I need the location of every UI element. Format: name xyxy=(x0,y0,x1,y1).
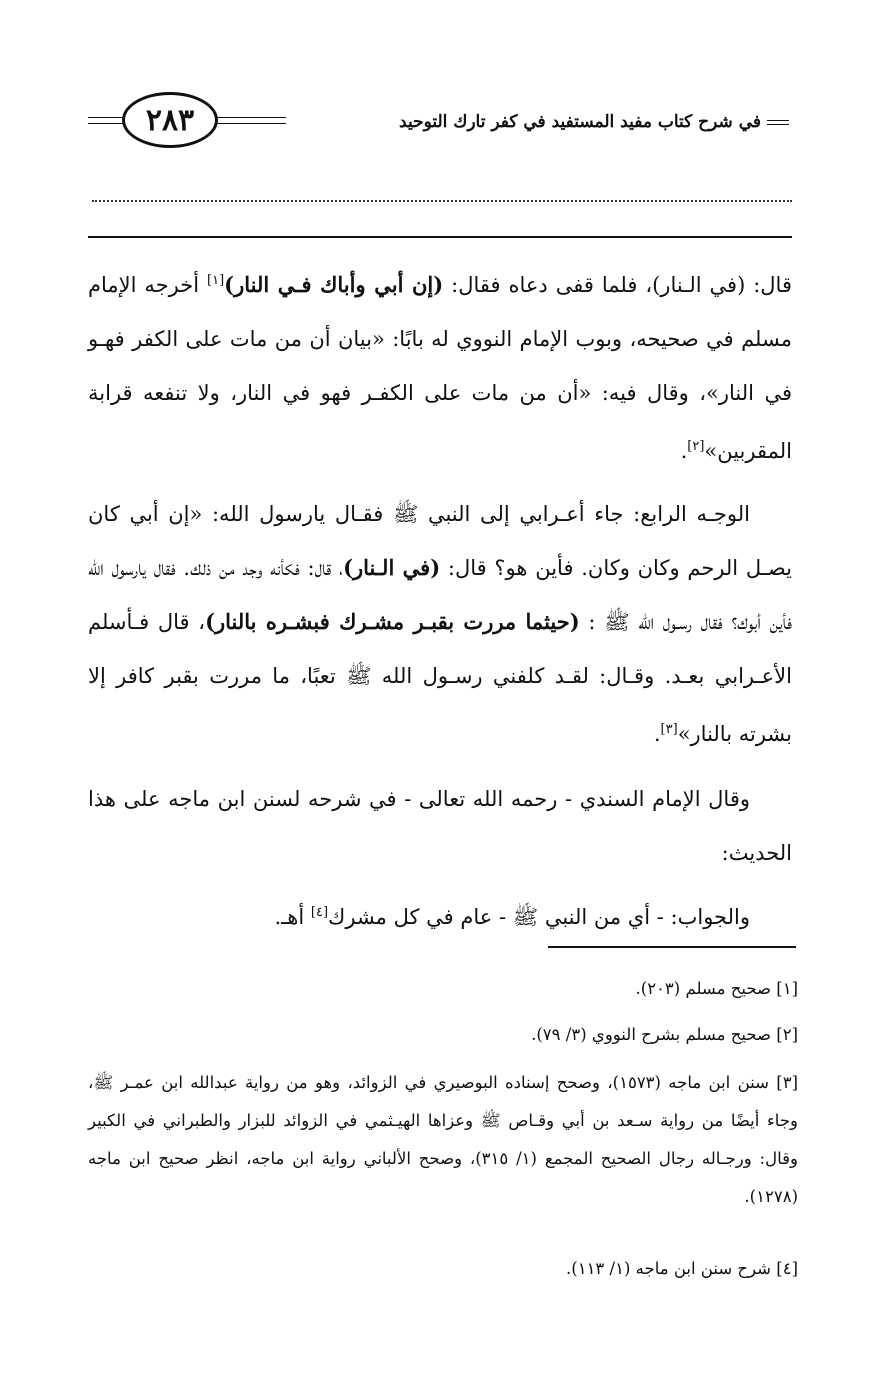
p4-text-1: والجواب: - أي من النبي ﷺ - عام في كل مشرك xyxy=(328,905,750,929)
p2-text-2: ، قال: فكأنه وجد من ذلك. فقال يارسول الله فأين أبوك؟ فقال رسـول الله ﷺ : xyxy=(88,556,793,634)
p2-text-4: . xyxy=(653,722,661,746)
header-rule-right xyxy=(208,117,286,124)
p1-hadith-quote: (إن أبي وأباك فـي النار) xyxy=(224,272,444,297)
footnote-3: [٣] سنن ابن ماجه (١٥٧٣)، وصحح إسناده البوصيري في الزوائد، وهو من رواية عبدالله ابن عمـر ﷺ، وجاء أيضًا من رواية سـعد بن أبي وقـاص ﷺ وعزاها الهيـثمي في الزوائد للبزار والطبراني في الكبير وقال: ورجـاله رجال الصحيح المجمع (١/ ٣١٥)، وصحح الألباني رواية ابن ماجه، انظر صحيح ابن ماجه (١٢٧٨). xyxy=(88,1073,798,1206)
footnote-ref-4: [٤] xyxy=(310,905,329,920)
p2-text-1: الوجـه الرابع: جاء أعـرابي إلى النبي ﷺ فقـال يارسول الله: «إن أبي كان يصـل الرحم وكان وكان. فأين هو؟ قال: xyxy=(88,502,792,580)
p4-text-2: أهـ. xyxy=(274,905,311,929)
paragraph-2 xyxy=(88,487,792,761)
paragraph-3: وقال الإمام السندي - رحمه الله تعالى - في شرحه لسنن ابن ماجه على هذا الحديث: xyxy=(88,787,792,865)
footnote-ref-2: [٢] xyxy=(687,439,705,454)
p1-text-1: قال: (في الـنار)، فلما قفى دعاه فقال: xyxy=(443,273,792,297)
footnote-ref-3: [٣] xyxy=(660,722,678,737)
footnote-2: [٢] صحيح مسلم بشرح النووي (٣/ ٧٩). xyxy=(531,1025,798,1044)
running-header xyxy=(389,112,789,132)
footnote-4: [٤] شرح سنن ابن ماجه (١/ ١١٣). xyxy=(566,1259,798,1278)
footnote-ref-1: [١] xyxy=(207,273,225,288)
paragraph-4 xyxy=(88,886,792,944)
p2-quote-1: (في الـنار) xyxy=(343,555,441,580)
p2-quote-2: (حيثما مررت بقبـر مشـرك فبشـره بالنار) xyxy=(205,609,580,634)
p2-text-3: ، قال فـأسلم الأعـرابي بعـد. وقـال: لقـد كلفني رسـول الله ﷺ تعبًا، ما مررت بقبر كافر إلا بشرته بالنار» xyxy=(88,610,792,746)
footnote-1: [١] صحيح مسلم (٢٠٣). xyxy=(635,979,798,998)
paragraph-1 xyxy=(88,254,792,478)
page-number: ٢٨٣ xyxy=(145,102,195,138)
page-number-badge xyxy=(122,92,218,148)
p1-text-3: . xyxy=(680,439,688,463)
header-ornament xyxy=(767,120,789,125)
header-title: في شرح كتاب مفيد المستفيد في كفر تارك التوحيد xyxy=(399,112,761,132)
footnote-separator xyxy=(548,946,796,948)
top-rule xyxy=(88,236,792,238)
p1-text-2: أخرجه الإمام مسلم في صحيحه، وبوب الإمام النووي له بابًا: «بيان أن من مات على الكفر فهـو في النار»، وقال فيه: «أن من مات على الكفـر فهو في النار، ولا تنفعه قرابة المقربين» xyxy=(88,273,792,463)
dotted-separator xyxy=(92,200,792,204)
